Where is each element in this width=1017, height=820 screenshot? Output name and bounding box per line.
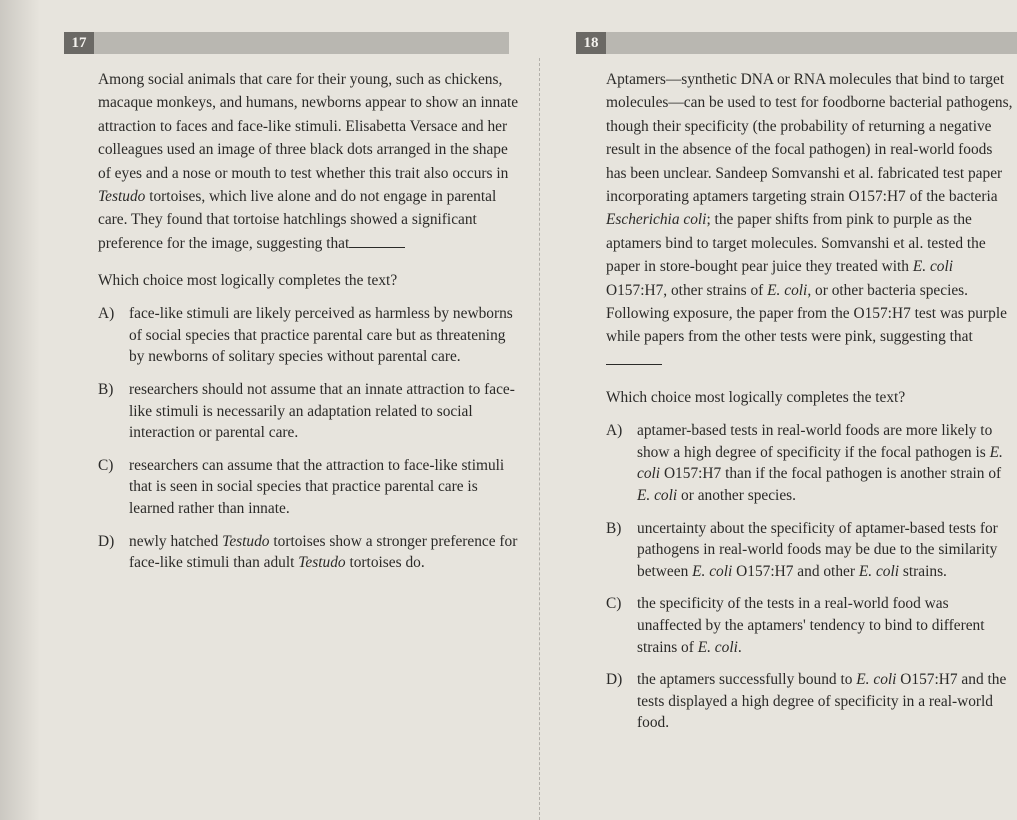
column-divider bbox=[539, 58, 540, 820]
italic-term: E. coli bbox=[637, 487, 678, 505]
text-run: researchers should not assume that an innate attraction to face-like stimuli is necessarily an adaptation related to social interaction or parental care. bbox=[129, 381, 515, 442]
choice-letter: C) bbox=[98, 456, 114, 474]
q18-passage bbox=[606, 68, 1014, 372]
q17-passage bbox=[98, 68, 523, 255]
choice-text bbox=[129, 533, 517, 572]
answer-blank bbox=[606, 350, 662, 365]
text-run: newly hatched bbox=[129, 532, 223, 550]
choice-text bbox=[637, 520, 998, 580]
answer-choice-b[interactable] bbox=[606, 518, 1014, 583]
choice-letter: A) bbox=[98, 305, 115, 323]
italic-term: Testudo bbox=[298, 554, 346, 572]
q17-column bbox=[98, 68, 523, 585]
choice-text bbox=[129, 381, 515, 441]
answer-choice-b[interactable] bbox=[98, 379, 523, 444]
choice-text bbox=[637, 422, 1003, 504]
choice-letter: B) bbox=[98, 381, 114, 399]
italic-term: E. coli bbox=[856, 671, 897, 689]
q17-choices bbox=[98, 303, 523, 574]
italic-term: E. coli bbox=[767, 281, 808, 299]
text-run: O157:H7 and other bbox=[732, 562, 859, 580]
choice-letter: D) bbox=[98, 532, 115, 550]
italic-term: E. coli bbox=[912, 258, 954, 276]
text-run: uncertainty about the specificity of aptamer-based tests for pathogens in real-world foods may be due to the similarity between bbox=[637, 519, 998, 580]
choice-text bbox=[129, 305, 513, 365]
page-shadow bbox=[0, 0, 40, 820]
text-run: O157:H7 than if the focal pathogen is another strain of bbox=[660, 465, 1002, 483]
q18-prompt: Which choice most logically completes the text? bbox=[606, 389, 906, 407]
text-run: researchers can assume that the attraction to face-like stimuli that is seen in social species that practice parental care is learned rather than innate. bbox=[129, 456, 505, 517]
answer-choice-c[interactable] bbox=[98, 455, 523, 520]
text-run: face-like stimuli are likely perceived as harmless by newborns of social species that practice parental care but as threatening by newborns of solitary species without parental care. bbox=[129, 305, 513, 366]
q18-column bbox=[606, 68, 1014, 745]
text-run: tortoises, which live alone and do not engage in parental care. They found that tortoise hatchlings showed a significant preference for the image, suggesting that bbox=[98, 188, 497, 252]
italic-term: Testudo bbox=[222, 532, 270, 550]
choice-text bbox=[129, 457, 504, 517]
italic-term: E. coli bbox=[697, 638, 738, 656]
text-run: O157:H7 and the tests displayed a high degree of specificity in a real-world food. bbox=[637, 671, 1007, 732]
text-run: ; the paper shifts from pink to purple as the aptamers bind to target molecules. Somvanshi et al. tested the paper in store-bought pear juice they treated with bbox=[606, 211, 986, 276]
text-run: tortoises do. bbox=[345, 554, 425, 572]
italic-term: Escherichia coli bbox=[606, 211, 707, 229]
italic-term: E. coli bbox=[692, 562, 733, 580]
choice-letter: A) bbox=[606, 422, 623, 440]
choice-text bbox=[637, 671, 1006, 731]
q17-number: 17 bbox=[64, 32, 94, 54]
italic-term: E. coli bbox=[637, 443, 1003, 483]
q18-header-bar bbox=[576, 32, 1017, 54]
text-run: or another species. bbox=[677, 487, 796, 505]
q17-header-bar bbox=[64, 32, 509, 54]
answer-blank bbox=[349, 233, 405, 248]
answer-choice-c[interactable] bbox=[606, 593, 1014, 658]
text-run: Aptamers—synthetic DNA or RNA molecules that bind to target molecules—can be used to test for foodborne bacterial pathogens, though their specificity (the probability of returning a negative result in the absence of the focal pathogen) in real-world foods has been unclear. Sandeep Somvanshi et al. fabricated test paper incorporating aptamers targeting strain O157:H7 of the bacteria bbox=[606, 71, 1013, 206]
italic-term: E. coli bbox=[858, 562, 900, 580]
text-run: the specificity of the tests in a real-world food was unaffected by the aptamers' tendency to bind to different strains of bbox=[637, 595, 985, 656]
answer-choice-d[interactable] bbox=[98, 531, 523, 574]
text-run: tortoises show a stronger preference for face-like stimuli than adult bbox=[129, 532, 518, 572]
answer-choice-a[interactable] bbox=[98, 303, 523, 368]
answer-choice-d[interactable] bbox=[606, 669, 1014, 734]
text-run: the aptamers successfully bound to bbox=[637, 671, 857, 689]
text-run: strains. bbox=[899, 562, 947, 580]
choice-letter: D) bbox=[606, 671, 623, 689]
choice-letter: C) bbox=[606, 595, 622, 613]
q17-prompt: Which choice most logically completes the text? bbox=[98, 272, 398, 290]
text-run: aptamer-based tests in real-world foods are more likely to show a high degree of specificity if the focal pathogen is bbox=[637, 422, 993, 461]
text-run: Among social animals that care for their young, such as chickens, macaque monkeys, and humans, newborns appear to show an innate attraction to faces and face-like stimuli. Elisabetta Versace and her colleagues used an image of three black dots arranged in the shape of eyes and a nose or mouth to test whether this trait also occurs in bbox=[98, 71, 519, 182]
choice-text bbox=[637, 595, 985, 655]
text-run: O157:H7, other strains of bbox=[606, 281, 768, 299]
q18-number: 18 bbox=[576, 32, 606, 54]
choice-letter: B) bbox=[606, 519, 622, 537]
italic-term: Testudo bbox=[98, 188, 146, 206]
text-run: , or other bacteria species. Following exposure, the paper from the O157:H7 test was purple while papers from the other tests were pink, suggesting that bbox=[606, 281, 1007, 346]
answer-choice-a[interactable] bbox=[606, 420, 1014, 506]
q18-choices bbox=[606, 420, 1014, 734]
text-run: . bbox=[737, 638, 742, 656]
